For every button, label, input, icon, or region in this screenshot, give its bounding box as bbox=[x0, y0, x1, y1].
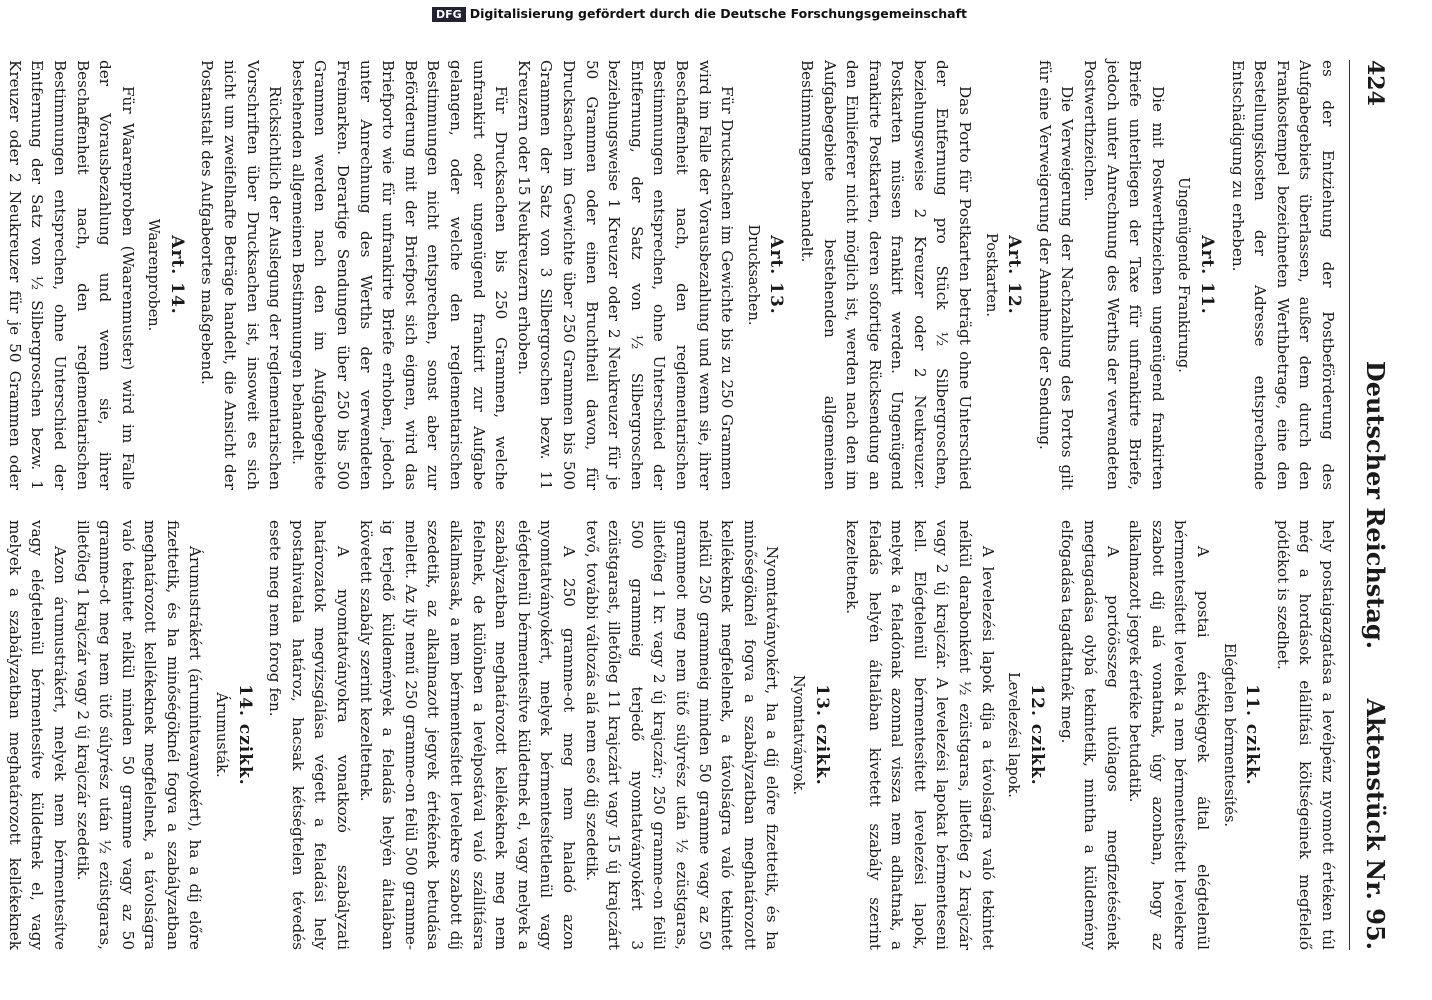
art-12-heading-hu: 12. czikk. bbox=[1026, 684, 1047, 786]
art-11-heading-de: Art. 11. bbox=[1197, 235, 1218, 315]
page-header bbox=[1349, 60, 1394, 950]
art-14-subtitle-hu: Árumusták. bbox=[213, 692, 230, 778]
german-column bbox=[0, 60, 1339, 490]
paragraph: Für Drucksachen bis 250 Grammen, welche unfrankirt oder ungenügend frankirt zur Aufgabe gelangen, oder welche den reglementarischen Bestimmungen nicht entsprechen, sonst aber zur Beförderung mit der Briefpost sich eignen, wird das Briefporto wie für unfrankirte Briefe erhoben, jedoch unter Anrechnung des Werths der verwendeten Freimarken. Derartige Sendungen über 250 bis 500 Grammen werden nach den im Aufgabegebiete bestehenden allgemeinen Bestimmungen behandelt. bbox=[288, 60, 511, 490]
hungarian-intro: hely postaigazgatása a levélpénz nyomott értéken túl még a hordások elállítási költségeinek megfelelő pótlékot is szedhet. bbox=[1273, 520, 1337, 950]
art-13-heading-hu: 13. czikk. bbox=[811, 684, 832, 786]
art-11-subtitle-de: Ungenügende Frankirung. bbox=[1175, 177, 1192, 373]
paragraph: Für Drucksachen im Gewichte bis zu 250 Grammen wird im Falle der Vorausbezahlung und wenn sie, ihrer Beschaffenheit nach, den reglementarischen Bestimmungen entsprechen, ohne Unterschied der Entfernung, der Satz von ½ Silbergroschen beziehungsweise 1 Kreuzer oder 2 Neukreuzer für je 50 Grammen oder einen Bruchtheil davon, für Drucksachen im Gewichte über 250 Grammen bis 500 Grammen der Satz von 3 Silbergroschen bezw. 11 Kreuzern oder 15 Neukreuzern erhoben. bbox=[514, 60, 737, 490]
paragraph: A 250 gramme-ot meg nem haladó azon nyomtatványokért, melyek bérmentesítetlenül vagy elégtelenül bérmentesítve küldetnek el, vagy melyek a szabályzatban meghatározott kellékeknek meg nem felelnek, de különben a levélpostával való szállításra alkalmasak, a nem bérmentesített levelekre szabott díj szedetik, az alkalmazott jegyek értékének betudása mellett. Az ily nemű 250 gramme-on felül 500 gramme-ig terjedő küldemények a feladás helyén általában követett szabály szerint kezeltetnek. bbox=[356, 520, 578, 950]
attachment-label: Aktenstück Nr. 95. bbox=[1361, 698, 1390, 950]
page-title: Deutscher Reichstag. bbox=[1361, 360, 1390, 650]
paragraph: Azon árumustrákért, melyek nem bérmentesítve vagy elégtelenül bérmentesítve küldetnek el, vagy melyek a szabályzatban meghatározott kellékeknek bbox=[5, 520, 69, 950]
paragraph: A portóösszeg utólagos megfizetésének megtagadása olybá tekintetik, mintha a küldemény elfogadása tagadtatnék meg. bbox=[1058, 520, 1122, 950]
paragraph: Árumustrákért (árumintavanyokért), ha a díj előre fizettetik, és ha minőségöknél fogva a szabályzatban meghatározott kellékeknek megfelelnek, a távolságra való tekintet nélkül minden 50 gramme vagy az 50 gramme-ot meg nem ütő súlyrész után ½ ezüstgaras, illetőleg 1 krajczár vagy 2 új krajczár szedetik. bbox=[73, 520, 205, 950]
paragraph: Die Verweigerung der Nachzahlung des Portos gilt für eine Verweigerung der Annahme der Sendung. bbox=[1035, 60, 1077, 490]
dfg-logo: DFG bbox=[432, 7, 466, 22]
art-14-heading-de: Art. 14. bbox=[166, 235, 187, 315]
page-number: 424 bbox=[1362, 60, 1388, 106]
art-13-subtitle-hu: Nyomtatványok. bbox=[789, 674, 806, 796]
paragraph: Das Porto für Postkarten beträgt ohne Unterschied der Entfernung pro Stück ½ Silbergroschen, beziehungsweise 2 Kreuzer oder 2 Neukreuzer. Postkarten müssen frankirt werden. Ungenügend frankirte Postkarten, deren sofortige Rücksendung an den Einlieferer nicht möglich ist, werden nach den im Aufgabegebiete bestehenden allgemeinen Bestimmungen behandelt. bbox=[797, 60, 975, 490]
german-intro: es der Entziehung der Postbeförderung des Aufgabegebiets überlassen, außer dem durch den Frankostempel bezeichneten Werthbetrage, eine den Bestellungskosten der Adresse entsprechende Entschädigung zu erheben. bbox=[1228, 60, 1337, 490]
funding-note-text: Digitalisierung gefördert durch die Deutsche Forschungsgemeinschaft bbox=[469, 6, 968, 21]
art-12-subtitle-de: Postkarten. bbox=[982, 233, 999, 317]
paragraph: A postai értékjegyek által elégtelenül bérmentesített levelek a nem bérmentesített levelekre szabott díj alá vonatnak, úgy azonban, hogy az alkalmazott jegyek értéke betudatik. bbox=[1126, 520, 1213, 950]
paragraph: Rücksichtlich der Auslegung der reglementarischen Vorschriften über Drucksachen ist, insoweit es sich nicht um zweifelhafte Beträge handelt, die Ansicht der Postanstalt des Aufgabeortes maßgebend. bbox=[198, 60, 285, 490]
paragraph: Nyomtatványokért, ha a díj előre fizettetik, és ha minőségöknél fogva a szabályzatban meghatározott kellékeknek megfelelnek, a távolságra való tekintet nélkül 250 grammeig minden 50 gramme vagy az 50 grammeot meg nem ütő súlyrész után ½ ezüstgaras, illetőleg 1 kr. vagy 2 új krajczár; 250 gramme-on felül 500 grammeig terjedő nyomtatványokért 3 ezüstgarast, illetőleg 11 krajczárt vagy 15 új krajczárt tevő, további változás alá nem eső díj szedetik. bbox=[582, 520, 782, 950]
art-13-heading-de: Art. 13. bbox=[766, 235, 787, 315]
paragraph: Für Waarenproben (Waarenmuster) wird im Falle der Vorausbezahlung und wenn sie, ihrer Beschaffenheit nach, den reglementarischen Bestimmungen entsprechen, ohne Unterschied der Entfernung der Satz von ½ Silbergroschen bezw. 1 Kreuzer oder 2 Neukreuzer für je 50 Grammen oder bbox=[5, 60, 137, 490]
hungarian-column bbox=[0, 520, 1339, 950]
art-11-subtitle-hu: Elégtelen bérmentesítés. bbox=[1220, 642, 1237, 828]
funding-note bbox=[432, 6, 967, 22]
art-14-heading-hu: 14. czikk. bbox=[234, 684, 255, 786]
paragraph: A nyomtatványokra vonatkozó szabályzati határozatok megvizsgálása végett a feladási hely postahivatala határoz, hacsak kétségtelen tévedés esete meg nem forog fen. bbox=[266, 520, 353, 950]
two-column-body bbox=[0, 60, 1339, 950]
art-11-heading-hu: 11. czikk. bbox=[1242, 684, 1263, 786]
art-14-subtitle-de: Waarenproben. bbox=[145, 218, 162, 332]
paragraph: Die mit Postwerthzeichen ungenügend frankirten Briefe unterliegen der Taxe für unfrankirte Briefe, jedoch unter Anrechnung des Werths der verwendeten Postwerthzeichen. bbox=[1081, 60, 1167, 490]
art-12-heading-de: Art. 12. bbox=[1004, 235, 1025, 315]
art-12-subtitle-hu: Levelezési lapok. bbox=[1005, 672, 1022, 798]
paragraph: A levelezési lapok díja a távolságra való tekintet nélkül darabonként ½ ezüstgaras, illetőleg 2 krajczár vagy 2 új krajczár. A levelezési lapokat bérmenteseni kell. Elégtelenül bérmentesített levelezési lapok, melyek a feladónak azonnal vissza nem adhatnak, a feladás helyén általában kivetett szabály szerint kezeltetnek. bbox=[843, 520, 997, 950]
art-13-subtitle-de: Drucksachen. bbox=[744, 224, 761, 326]
